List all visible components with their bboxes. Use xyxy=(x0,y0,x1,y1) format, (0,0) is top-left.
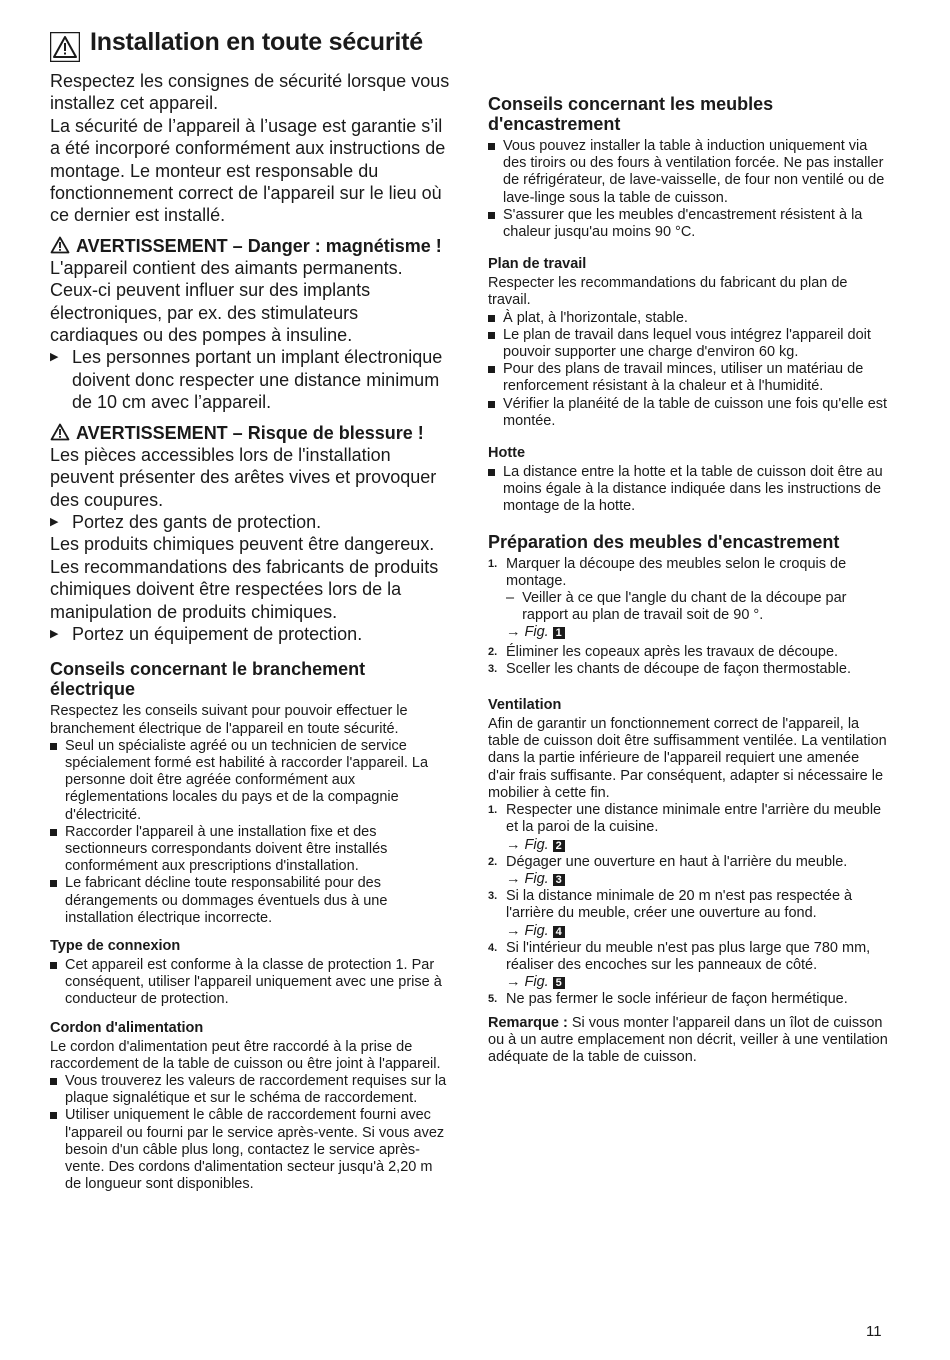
electrical-intro: Respectez les conseils suivant pour pouvoir effectuer le branchement électrique de l'appareil en toute sécurité. xyxy=(50,703,408,737)
action-item: ▶ Portez des gants de protection. xyxy=(50,511,322,532)
square-bullet-icon xyxy=(50,1112,57,1119)
action-item: ▶ Les personnes portant un implant électronique doivent donc respecter une distance minimum de 10 cm avec l’appareil. xyxy=(50,347,443,413)
square-bullet-icon xyxy=(488,401,495,408)
right-column xyxy=(488,90,888,1066)
square-bullet-icon xyxy=(488,212,495,219)
figure-reference: → Fig. 3 xyxy=(488,871,888,888)
list-item: Le fabricant décline toute responsabilité pour des dérangements ou dommages éventuels dus à une installation électrique incorrecte. xyxy=(50,875,450,927)
note: Remarque : Si vous monter l'appareil dans un îlot de cuisson ou à un autre emplacement non décrit, veiller à une ventilation adéquate de la table de cuisson. xyxy=(488,1014,888,1065)
warning-heading: AVERTISSEMENT – Risque de blessure ! xyxy=(50,422,450,444)
preparation-heading: Préparation des meubles d'encastrement xyxy=(488,531,840,552)
list-item: S'assurer que les meubles d'encastrement résistent à la chaleur jusqu'au moins 90 °C. xyxy=(488,207,888,241)
ventilation-heading: Ventilation xyxy=(488,697,562,714)
warning-box-icon xyxy=(50,32,80,62)
warning-triangle-icon xyxy=(50,423,70,441)
warning-triangle-icon xyxy=(50,236,70,254)
list-item: Pour des plans de travail minces, utiliser un matériau de renforcement résistant à la chaleur et à l'humidité. xyxy=(488,361,888,395)
step-item: 2. Dégager une ouverture en haut à l'arrière du meuble. xyxy=(488,853,848,870)
list-item: À plat, à l'horizontale, stable. xyxy=(488,310,888,327)
figure-reference: → Fig. 4 xyxy=(488,923,888,940)
section-heading xyxy=(50,30,450,62)
square-bullet-icon xyxy=(488,366,495,373)
list-item: Vérifier la planéité de la table de cuisson une fois qu'elle est montée. xyxy=(488,396,888,430)
square-bullet-icon xyxy=(488,143,495,150)
list-item: La distance entre la hotte et la table de cuisson doit être au moins égale à la distance indiquée dans les instructions de montage de la hotte. xyxy=(488,464,888,516)
list-item: Cet appareil est conforme à la classe de protection 1. Par conséquent, utiliser l'appareil uniquement avec une prise à conducteur de protection. xyxy=(50,957,450,1009)
square-bullet-icon xyxy=(50,880,57,887)
worktop-intro: Respecter les recommandations du fabricant du plan de travail. xyxy=(488,275,848,309)
figure-number-badge: 3 xyxy=(553,874,565,886)
furniture-heading: Conseils concernant les meubles d'encastrement xyxy=(488,94,774,134)
warning-text: Les pièces accessibles lors de l'installation peuvent présenter des arêtes vives et provoquer des coupures. xyxy=(50,444,437,510)
sub-step: – Veiller à ce que l'angle du chant de la découpe par rapport au plan de travail soit de 90 °. xyxy=(506,590,847,624)
step-item: 2. Éliminer les copeaux après les travaux de découpe. xyxy=(488,643,839,660)
figure-reference: → Fig. 2 xyxy=(488,837,888,854)
intro-paragraph: Respectez les consignes de sécurité lorsque vous installez cet appareil. xyxy=(50,71,450,114)
figure-number-badge: 5 xyxy=(553,977,565,989)
figure-number-badge: 2 xyxy=(553,840,565,852)
page-title: Installation en toute sécurité xyxy=(90,28,423,56)
arrow-bullet-icon: ▶ xyxy=(50,515,59,528)
list-item: Le plan de travail dans lequel vous intégrez l'appareil doit pouvoir supporter une charge d'environ 60 kg. xyxy=(488,327,888,361)
step-item: 1. Respecter une distance minimale entre l'arrière du meuble et la paroi de la cuisine. xyxy=(488,802,882,836)
arrow-bullet-icon: ▶ xyxy=(50,627,59,640)
figure-reference: → Fig. 5 xyxy=(488,974,888,991)
square-bullet-icon xyxy=(488,469,495,476)
square-bullet-icon xyxy=(488,332,495,339)
cordon-heading: Cordon d'alimentation xyxy=(50,1019,204,1036)
worktop-heading: Plan de travail xyxy=(488,256,587,273)
cordon-intro: Le cordon d'alimentation peut être raccordé à la prise de raccordement de la table de cuisson ou être joint à l'appareil. xyxy=(50,1038,441,1072)
step-item: 4. Si l'intérieur du meuble n'est pas plus large que 780 mm, réaliser des encoches sur les panneaux de côté. xyxy=(488,939,871,973)
arrow-bullet-icon: ▶ xyxy=(50,351,59,364)
list-item: Seul un spécialiste agréé ou un technicien de service spécialement formé est habilité à raccorder l'appareil. La personne doit être agréée conformément aux réglementations locales du pays et de la compagnie d'électricité. xyxy=(50,738,450,824)
list-item: Vous trouverez les valeurs de raccordement requises sur la plaque signalétique et sur le schéma de raccordement. xyxy=(50,1073,450,1107)
warning-text: Les produits chimiques peuvent être dangereux. Les recommandations des fabricants de produits chimiques doivent être respectées lors de la manipulation de produits chimiques. xyxy=(50,534,439,622)
warning-heading: AVERTISSEMENT – Danger : magnétisme ! xyxy=(50,235,450,257)
left-column xyxy=(50,0,450,1193)
step-item: 5. Ne pas fermer le socle inférieur de façon hermétique. xyxy=(488,991,848,1008)
square-bullet-icon xyxy=(50,1078,57,1085)
list-item: Utiliser uniquement le câble de raccordement fourni avec l'appareil ou fourni par le service après-vente. Si vous avez besoin d'un câble plus long, contactez le service après-vente. Des cordons d'alimentation secteur jusqu'à 2,20 m de longueur sont disponibles. xyxy=(50,1107,450,1193)
warning-text: L'appareil contient des aimants permanents. Ceux-ci peuvent influer sur des implants électroniques, par ex. des stimulateurs cardiaques ou des pompes à insuline. xyxy=(50,257,403,346)
page-number: 11 xyxy=(866,1323,882,1340)
step-item: 3. Sceller les chants de découpe de façon thermostable. xyxy=(488,660,851,677)
step-item: 3. Si la distance minimale de 20 m n'est pas respectée à l'arrière du meuble, créer une ouverture au fond. xyxy=(488,888,853,922)
intro-paragraph: La sécurité de l’appareil à l’usage est garantie s’il a été incorporé conformément aux instructions de montage. Le monteur est responsable du fonctionnement correct de l'appareil sur le lieu où ce dernier est installé. xyxy=(50,115,446,226)
step-item: 1. Marquer la découpe des meubles selon le croquis de montage. xyxy=(488,555,847,589)
square-bullet-icon xyxy=(50,743,57,750)
square-bullet-icon xyxy=(50,829,57,836)
figure-number-badge: 1 xyxy=(553,627,565,639)
figure-reference: → Fig. 1 xyxy=(488,624,888,641)
square-bullet-icon xyxy=(488,315,495,322)
square-bullet-icon xyxy=(50,962,57,969)
hood-heading: Hotte xyxy=(488,445,526,462)
connexion-heading: Type de connexion xyxy=(50,937,181,954)
action-item: ▶ Portez un équipement de protection. xyxy=(50,623,363,644)
ventilation-intro: Afin de garantir un fonctionnement correct de l'appareil, la table de cuisson doit être suffisamment ventilée. La ventilation dans la partie inférieure de l'appareil requiert une amenée d'air frais suffisante. Par conséquent, adapter si nécessaire le mobilier à cette fin. xyxy=(488,716,887,801)
figure-number-badge: 4 xyxy=(553,926,565,938)
list-item: Vous pouvez installer la table à induction uniquement via des tiroirs ou des fours à ventilation forcée. Ne pas installer de réfrigérateur, de lave-vaisselle, de four non ventilé ou de lave-linge sous la table de cuisson. xyxy=(488,138,888,207)
electrical-heading: Conseils concernant le branchement électrique xyxy=(50,659,366,700)
list-item: Raccorder l'appareil à une installation fixe et des sectionneurs correspondants doivent être installés conformément aux prescriptions d'installation. xyxy=(50,824,450,876)
